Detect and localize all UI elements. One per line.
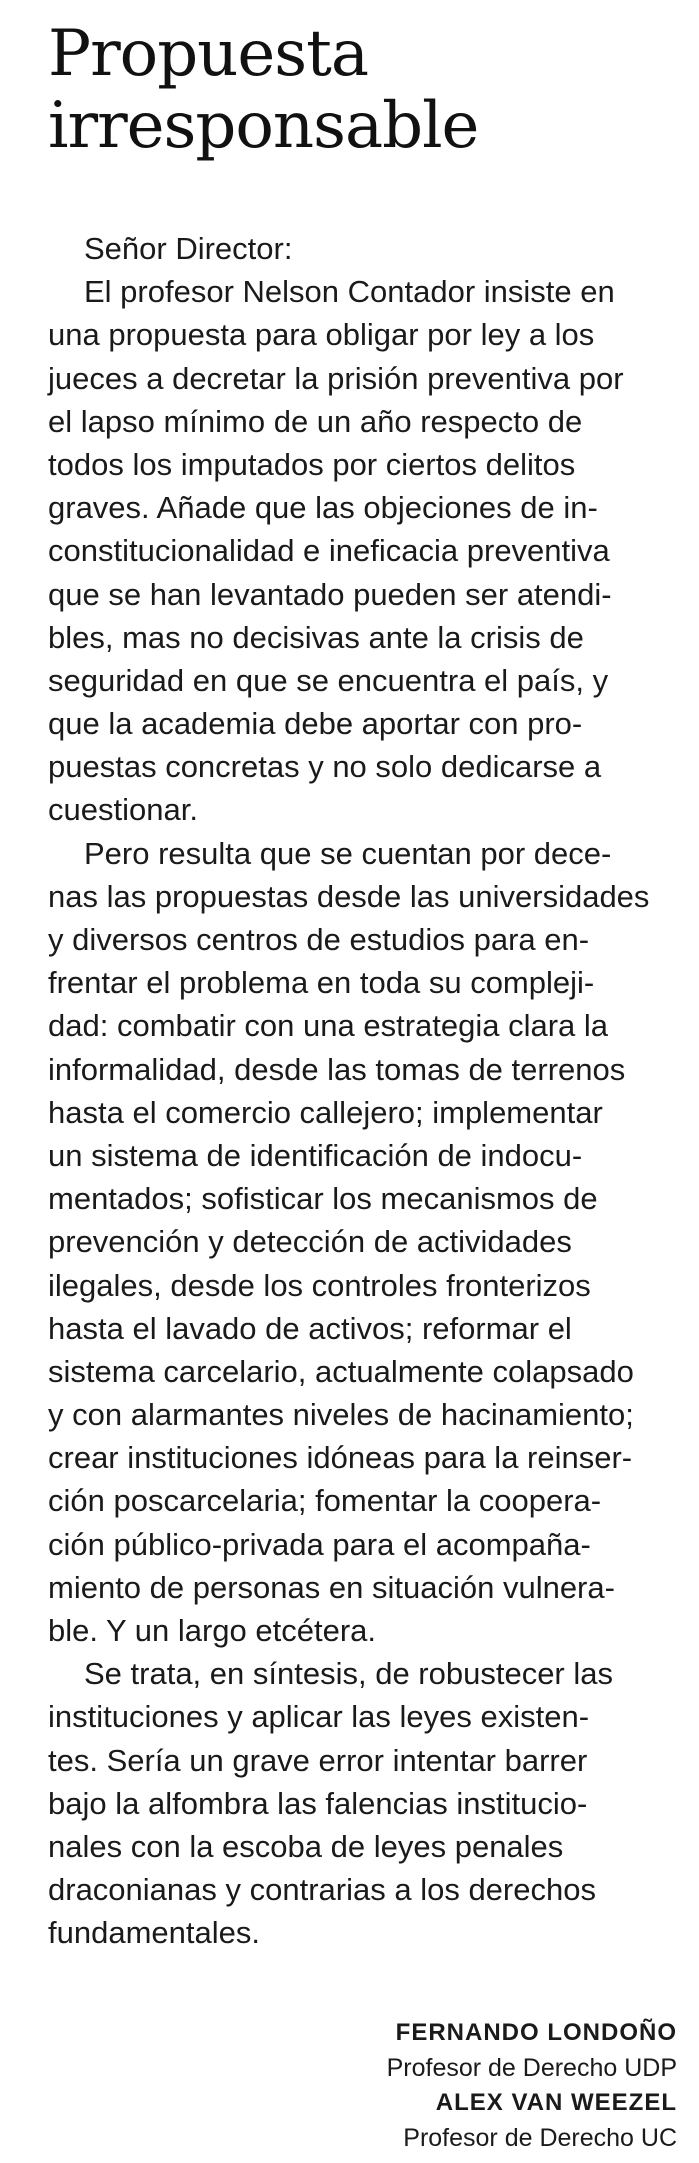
body-paragraph-2 <box>48 832 680 1653</box>
signatory-name: FERNANDO LONDOÑO <box>395 2019 677 2046</box>
text-line: seguridad en que se encuentra el país, y <box>48 662 609 698</box>
text-line: nas las propuestas desde las universidades <box>48 878 650 914</box>
text-line: el lapso mínimo de un año respecto de <box>48 403 583 439</box>
text-line: miento de personas en situación vulnera- <box>48 1569 615 1605</box>
text-line: hasta el comercio callejero; implementar <box>48 1094 603 1130</box>
text-line: Se trata, en síntesis, de robustecer las <box>84 1656 613 1692</box>
text-line: ción público-privada para el acompaña- <box>48 1526 591 1562</box>
text-line: dad: combatir con una estrategia clara la <box>48 1008 609 1044</box>
headline-line: Propuesta <box>48 17 368 91</box>
text-line: y diversos centros de estudios para en- <box>48 922 590 957</box>
text-line: El profesor Nelson Contador insiste en <box>84 274 615 310</box>
text-line: que la academia debe aportar con pro- <box>48 706 583 742</box>
signatory-role: Profesor de Derecho UC <box>403 2124 677 2152</box>
letter-body <box>48 227 680 1955</box>
text-line: informalidad, desde las tomas de terrenos <box>48 1051 626 1087</box>
text-line: cuestionar. <box>48 792 198 828</box>
body-paragraph-3 <box>48 1652 680 1954</box>
text-line: bajo la alfombra las falencias institucio- <box>48 1785 588 1821</box>
text-line: hasta el lavado de activos; reformar el <box>48 1310 572 1346</box>
text-line: una propuesta para obligar por ley a los <box>48 317 595 353</box>
text-line: jueces a decretar la prisión preventiva por <box>48 360 624 396</box>
signatory-role: Profesor de Derecho UDP <box>386 2054 677 2082</box>
signatory-name: ALEX VAN WEEZEL <box>435 2089 677 2116</box>
headline-line: irresponsable <box>48 89 479 163</box>
text-line: fundamentales. <box>48 1915 260 1951</box>
text-line: ble. Y un largo etcétera. <box>48 1613 377 1648</box>
text-line: un sistema de identificación de indocu- <box>48 1137 583 1173</box>
text-line: draconianas y contrarias a los derechos <box>48 1872 596 1908</box>
text-line: frentar el problema en toda su compleji- <box>48 965 595 1001</box>
text-line: instituciones y aplicar las leyes existen- <box>48 1699 590 1735</box>
text-line: sistema carcelario, actualmente colapsado <box>48 1353 634 1389</box>
salutation-line: Señor Director: <box>84 231 293 266</box>
text-line: ilegales, desde los controles fronterizos <box>48 1267 591 1303</box>
body-paragraph-1 <box>48 270 680 831</box>
headline <box>48 18 688 162</box>
text-line: bles, mas no decisivas ante la crisis de <box>48 619 584 655</box>
text-line: que se han levantado pueden ser atendi- <box>48 576 612 612</box>
text-line: puestas concretas y no solo dedicarse a <box>48 749 602 785</box>
text-line: Pero resulta que se cuentan por dece- <box>84 835 612 871</box>
text-line: tes. Sería un grave error intentar barrer <box>48 1742 588 1778</box>
text-line: crear instituciones idóneas para la reinser- <box>48 1440 633 1476</box>
text-line: nales con la escoba de leyes penales <box>48 1828 564 1864</box>
text-line: todos los imputados por ciertos delitos <box>48 446 576 482</box>
text-line: y con alarmantes niveles de hacinamiento; <box>48 1397 634 1433</box>
signature-block <box>177 2016 677 2156</box>
text-line: mentados; sofisticar los mecanismos de <box>48 1181 598 1217</box>
text-line: ción poscarcelaria; fomentar la coopera- <box>48 1483 602 1519</box>
text-line: prevención y detección de actividades <box>48 1224 572 1260</box>
salutation-paragraph <box>48 227 680 270</box>
text-line: graves. Añade que las objeciones de in- <box>48 490 598 526</box>
text-line: constitucionalidad e ineficacia preventiva <box>48 533 610 569</box>
